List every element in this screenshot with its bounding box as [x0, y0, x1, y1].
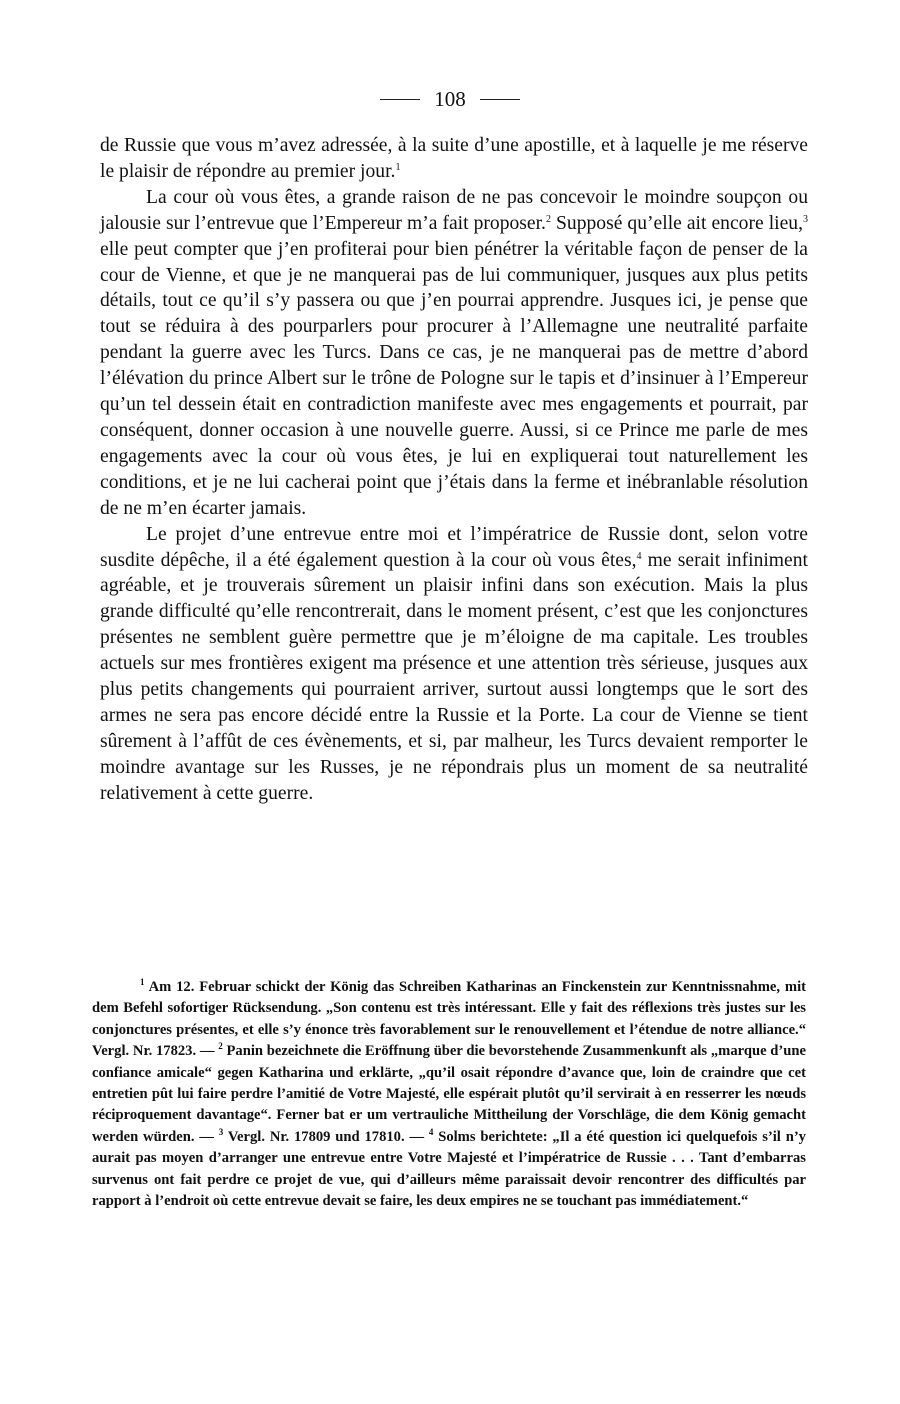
text-run: Panin bezeichnete die Eröffnung über die bevorstehende Zusammenkunft als „marque d’une confiance amicale“ gegen Katharina und erklärte, „qu’il osait répondre d’avance que, loin de craindre que cet entretien pût lui faire perdre l’amitié de Votre Majesté, elle espérait plutôt qu’il servirait à en resserrer les nœuds réciproquement davantage“. Ferner bat er um vertrauliche Mittheilung der Vorschläge, die dem König gemacht werden würden. —: [92, 1043, 806, 1145]
text-run: La cour où vous êtes, a grande raison de ne pas concevoir le moindre soupçon ou jalousie sur l’entrevue que l’Empereur m’a fait proposer.: [100, 186, 808, 234]
footnote-marker: 4: [636, 550, 642, 562]
footnote-marker: 3: [218, 1126, 224, 1137]
paragraph: [100, 522, 808, 807]
text-run: Le projet d’une entrevue entre moi et l’impératrice de Russie dont, selon votre susdite dépêche, il a été également question à la cour où vous êtes,: [100, 523, 808, 571]
paragraph: [100, 133, 808, 185]
page-number: 108: [434, 86, 466, 111]
footnote-text: [92, 977, 806, 1212]
footnote-marker: 1: [395, 161, 401, 173]
text-run: Solms berichtete: „Il a été question ici quelquefois s’il n’y aurait pas moyen d’arranger une entrevue entre Votre Majesté et l’impératrice de Russie . . . Tant d’embarras survenus ont fait perdre ce projet de vue, qui d’ailleurs même paraissait devoir rencontrer des difficultés par rapport à l’endroit où cette entrevue devait se faire, les deux empires ne se touchant pas immédiatement.“: [92, 1128, 806, 1210]
text-run: Supposé qu’elle ait encore lieu,: [550, 212, 803, 234]
page-header: [0, 84, 900, 114]
footnote-marker: 2: [545, 213, 551, 225]
footnote-marker: 3: [803, 213, 808, 225]
letter-body: [100, 133, 808, 807]
footnote-marker: 2: [218, 1041, 223, 1052]
header-rule-right: [480, 99, 520, 100]
text-run: de Russie que vous m’avez adressée, à la suite d’une apostille, et à laquelle je me réserve le plaisir de répondre au premier jour.: [100, 135, 808, 182]
footnotes: [92, 977, 806, 1212]
text-run: Am 12. Februar schickt der König das Schreiben Katharinas an Finckenstein zur Kenntnissnahme, mit dem Befehl sofortiger Rücksendung. „Son contenu est très intéressant. Elle y fait des réflexions très justes sur les conjonctures présentes, et elle s’y énonce très favorablement sur le renouvellement et l’étendue de notre alliance.“ Vergl. Nr. 17823. —: [92, 979, 806, 1060]
text-run: Vergl. Nr. 17809 und 17810. —: [223, 1128, 429, 1145]
header-rule-left: [380, 99, 420, 100]
footnote-marker: 1: [140, 977, 145, 987]
text-run: me serait infiniment agréable, et je trouverais sûrement un plaisir infini dans son exécution. Mais la plus grande difficulté qu’elle rencontrerait, dans le moment présent, c’est que les conjonctures présentes ne semblent guère permettre que je m’éloigne de ma capitale. Les troubles actuels sur mes frontières exigent ma présence et une attention très sérieuse, jusques aux plus petits changements qui pourraient arriver, surtout aussi longtemps que le sort des armes ne sera pas encore décidé entre la Russie et la Porte. La cour de Vienne se tient sûrement à l’affût de ces évènements, et si, par malheur, les Turcs devaient remporter le moindre avantage sur les Russes, je ne répondrais plus un moment de sa neutralité relativement à cette guerre.: [100, 549, 808, 804]
footnote-marker: 4: [428, 1126, 434, 1137]
text-run: elle peut compter que j’en profiterai pour bien pénétrer la véritable façon de penser de la cour de Vienne, et que je ne manquerai pas de lui communiquer, jusques aux plus petits détails, tout ce qu’il s’y passera ou que j’en pourrai apprendre. Jusques ici, je pense que tout se réduira à des pourparlers pour procurer à l’Allemagne une neutralité parfaite pendant la guerre avec les Turcs. Dans ce cas, je ne manquerai pas de mettre d’abord l’élévation du prince Albert sur le trône de Pologne sur le tapis et d’insinuer à l’Empereur qu’un tel dessein était en contradiction manifeste avec mes engagements et pourrait, par conséquent, donner occasion à une nouvelle guerre. Aussi, si ce Prince me parle de mes engagements avec la cour où vous êtes, je lui en expliquerai tout naturellement les conditions, et je ne lui cacherai point que j’étais dans la ferme et inébranlable résolution de ne m’en écarter jamais.: [100, 238, 808, 519]
paragraph: [100, 185, 808, 522]
